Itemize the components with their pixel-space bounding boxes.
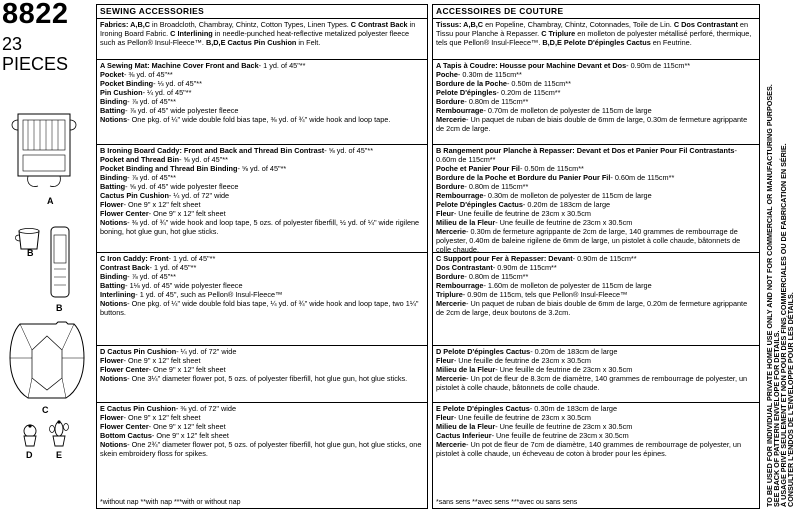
material-line: Binding- ⅞ yd. of 45"** [100,272,176,281]
legal-notice [764,4,795,509]
french-section-c [433,253,759,346]
english-intro [97,19,427,60]
material-line: Milieu de la Fleur- Une feuille de feutrine de 23cm x 30.5cm [436,218,633,227]
material-line: Fleur- Une feuille de feutrine de 23cm x 30.5cm [436,209,591,218]
section-title: C Support pour Fer à Repasser: Devant- 0.90m de 115cm** [436,254,637,263]
material-line: Notions- One pkg. of ¼" wide double fold bias tape, ⅜ yd. of ¾" wide hook and loop tape. [100,115,391,124]
english-header: SEWING ACCESSORIES [97,5,427,19]
material-line: Flower- One 9" x 12" felt sheet [100,200,201,209]
material-line: Batting- ⅞ yd. of 45" wide polyester fleece [100,106,239,115]
material-line: Poche- 0.30m de 115cm** [436,70,522,79]
material-line: Bordure- 0.80m de 115cm** [436,97,529,106]
figure-b-label-1: B [27,248,34,258]
section-title: A Sewing Mat: Machine Cover Front and Back- 1 yd. of 45"** [100,61,306,70]
french-intro [433,19,759,60]
material-line: Contrast Back- 1 yd. of 45"** [100,263,197,272]
material-line: Fleur- Une feuille de feutrine de 23cm x 30.5cm [436,356,591,365]
legal-en-line1: TO BE USED FOR INDIVIDUAL PRIVATE HOME USE ONLY AND NOT FOR COMMERCIAL OR MANUFACTURING PURPOSES. [765,84,774,507]
material-line: Flower- One 9" x 12" felt sheet [100,356,201,365]
material-line: Flower Center- One 9" x 12" felt sheet [100,422,226,431]
material-line: Notions- One 3¼" diameter flower pot, 5 ozs. of polyester fiberfill, hot glue gun, hot glue sticks. [100,374,408,383]
french-footnote: *sans sens **avec sens ***avec ou sans sens [436,499,578,506]
material-line: Pelote D'épingles Cactus- 0.20m de 183cm de large [436,200,611,209]
english-section-e [97,403,427,511]
legal-fr-line1: À USAGE PRIVÉ SEULEMENT ET NON POUR DES FINS COMMERCIALES OU DE FABRICATION EN SÉRIE. [779,143,788,507]
material-line: Pelote D'épingles- 0.20m de 115cm** [436,88,561,97]
material-line: Binding- ⅞ yd. of 45"** [100,173,176,182]
material-line: Pocket- ⅜ yd. of 45"** [100,70,173,79]
figure-c-iron-caddy-icon [6,318,88,404]
material-line: Bordure de la Poche- 0.50m de 115cm** [436,79,571,88]
material-line: Batting- ⅝ yd. of 45" wide polyester fleece [100,182,239,191]
french-section-d [433,346,759,403]
english-section-d [97,346,427,403]
figure-e-cactus-icon [48,420,70,448]
material-line: Rembourrage- 0.30m de molleton de polyester de 115cm de large [436,191,652,200]
figure-d-label: D [26,450,33,460]
french-section-b [433,145,759,253]
section-title: D Pelote D'épingles Cactus- 0.20m de 183cm de large [436,347,618,356]
material-line: Triplure- 0.90m de 115cm, tels que Pellon® Insul-Fleece™ [436,290,628,299]
material-line: Milieu de la Fleur- Une feuille de feutrine de 23cm x 30.5cm [436,365,633,374]
english-column [96,4,428,509]
material-line: Mercerie- Un pot de fleur de 7cm de diamètre, 140 grammes de rembourrage de polyester, un pistolet à colle chaude, un écheveau de coton à broder pour les épines. [436,440,742,458]
material-line: Binding- ⅞ yd. of 45"** [100,97,176,106]
material-line: Bordure de la Poche et Bordure du Panier Pour Fil- 0.60m de 115cm** [436,173,675,182]
figure-c-label: C [42,405,49,415]
material-line: Pin Cushion- ¼ yd. of 45"** [100,88,192,97]
legal-fr-line2: CONSULTER L'ENDOS DE L'ENVELOPPE POUR LES DÉTAILS. [786,292,795,507]
pattern-pieces: 23 PIECES [2,34,69,74]
material-line: Bordure- 0.80m de 115cm** [436,182,529,191]
english-section-c [97,253,427,346]
material-line: Milieu de la Fleur- Une feuille de feutrine de 23cm x 30.5cm [436,422,633,431]
english-section-a [97,60,427,145]
material-line: Cactus Pin Cushion- ¼ yd. of 72" wide [100,191,230,200]
pattern-number: 8822 [2,0,69,30]
english-section-b [97,145,427,253]
material-line: Fleur- Une feuille de feutrine de 23cm x 30.5cm [436,413,591,422]
section-title: C Iron Caddy: Front- 1 yd. of 45"** [100,254,216,263]
french-header: ACCESSOIRES DE COUTURE [433,5,759,19]
material-line: Mercerie- Un paquet de ruban de biais double de 6mm de large, 0.20m de fermeture agrippante de 2cm de large, deux boutons de 3.2cm. [436,299,748,317]
material-line: Mercerie- 0.30m de fermeture agrippante de 2cm de large, 140 grammes de rembourrage de polyester, 0.40m de baleine rigilene de 6mm de large, un pistolet à colle chaude, bâtonnets de colle chaude. [436,227,741,254]
section-title: E Cactus Pin Cushion- ⅜ yd. of 72" wide [100,404,237,413]
material-line: Rembourrage- 1.60m de molleton de polyester de 115cm de large [436,281,652,290]
legal-en-line2: SEE BACK OF PATTERN ENVELOPE FOR DETAILS. [772,330,781,507]
material-line: Pocket Binding- ⅓ yd. of 45"** [100,79,202,88]
section-title: E Pelote D'épingles Cactus- 0.30m de 183cm de large [436,404,618,413]
figure-a-label: A [47,196,54,206]
figure-a-sewing-mat-icon [8,100,78,196]
material-line: Flower Center- One 9" x 12" felt sheet [100,365,226,374]
figure-e-label: E [56,450,63,460]
figure-b-caddy-icon [46,225,74,303]
french-intro-text: Tissus: A,B,C en Popeline, Chambray, Chintz, Cotonnades, Toile de Lin. C Dos Contrastant en Tissu pour Planche à Repasser. C Triplure en molleton de polyester métallisé perforé, thermique, tels que Pellon® Insul-Fleece™. B,D,E Pelote D'épingles Cactus en Feutrine. [436,20,752,47]
material-line: Pocket Binding and Thread Bin Binding- ⅝ yd. of 45"** [100,164,287,173]
material-line: Mercerie- Un paquet de ruban de biais double de 6mm de large, 0.30m de fermeture agrippante de 2cm de large. [436,115,748,133]
material-line: Notions- One pkg. of ¼" wide double fold bias tape, ¼ yd. of ¾" wide hook and loop tape, two 1¼" buttons. [100,299,419,317]
section-title: A Tapis à Coudre: Housse pour Machine Devant et Dos- 0.90m de 115cm** [436,61,691,70]
material-line: Dos Contrastant- 0.90m de 115cm** [436,263,557,272]
english-intro-text: Fabrics: A,B,C in Broadcloth, Chambray, Chintz, Cotton Types, Linen Types. C Contrast Back in Ironing Board Fabric. C Interlining in needle-punched heat-reflective metalized polyester fleece such as Pellon® Insul-Fleece™. B,D,E Cactus Pin Cushion in Felt. [100,20,416,47]
material-line: Flower Center- One 9" x 12" felt sheet [100,209,226,218]
material-line: Bottom Cactus- One 9" x 12" felt sheet [100,431,229,440]
french-section-a [433,60,759,145]
section-title: B Rangement pour Planche à Repasser: Devant et Dos et Panier Pour Fil Contrastants- 0.60m de 115cm** [436,146,737,164]
material-line: Bordure- 0.80m de 115cm** [436,272,529,281]
figure-b-label-2: B [56,303,63,313]
section-title: D Cactus Pin Cushion- ¼ yd. of 72" wide [100,347,237,356]
material-line: Rembourrage- 0.70m de molleton de polyester de 115cm de large [436,106,652,115]
section-title: B Ironing Board Caddy: Front and Back and Thread Bin Contrast- ⅝ yd. of 45"** [100,146,374,155]
material-line: Notions- One 2¾" diameter flower pot, 5 ozs. of polyester fiberfill, hot glue gun, hot glue sticks, one skein embroidery floss for spikes. [100,440,422,458]
material-line: Flower- One 9" x 12" felt sheet [100,413,201,422]
material-line: Notions- ⅜ yd. of ¾" wide hook and loop tape, 5 ozs. of polyester fiberfill, ½ yd. of ¼" wide rigilene boning, hot glue gun, hot glue sticks. [100,218,420,236]
material-line: Mercerie- Un pot de fleur de 8.3cm de diamètre, 140 grammes de rembourrage de polyester, un pistolet à colle chaude, bâtonnets de colle chaude. [436,374,748,392]
left-panel [0,0,92,513]
material-line: Batting- 1⅛ yd. of 45" wide polyester fleece [100,281,243,290]
english-footnote: *without nap **with nap ***with or without nap [100,499,241,506]
material-line: Cactus Inferieur- Une feuille de feutrine de 23cm x 30.5cm [436,431,629,440]
material-line: Poche et Panier Pour Fil- 0.50m de 115cm** [436,164,584,173]
figure-d-cactus-icon [20,424,40,448]
material-line: Pocket and Thread Bin- ⅝ yd. of 45"** [100,155,228,164]
french-column [432,4,760,509]
french-section-e [433,403,759,511]
material-line: Interlining- 1 yd. of 45", such as Pellon® Insul-Fleece™ [100,290,283,299]
